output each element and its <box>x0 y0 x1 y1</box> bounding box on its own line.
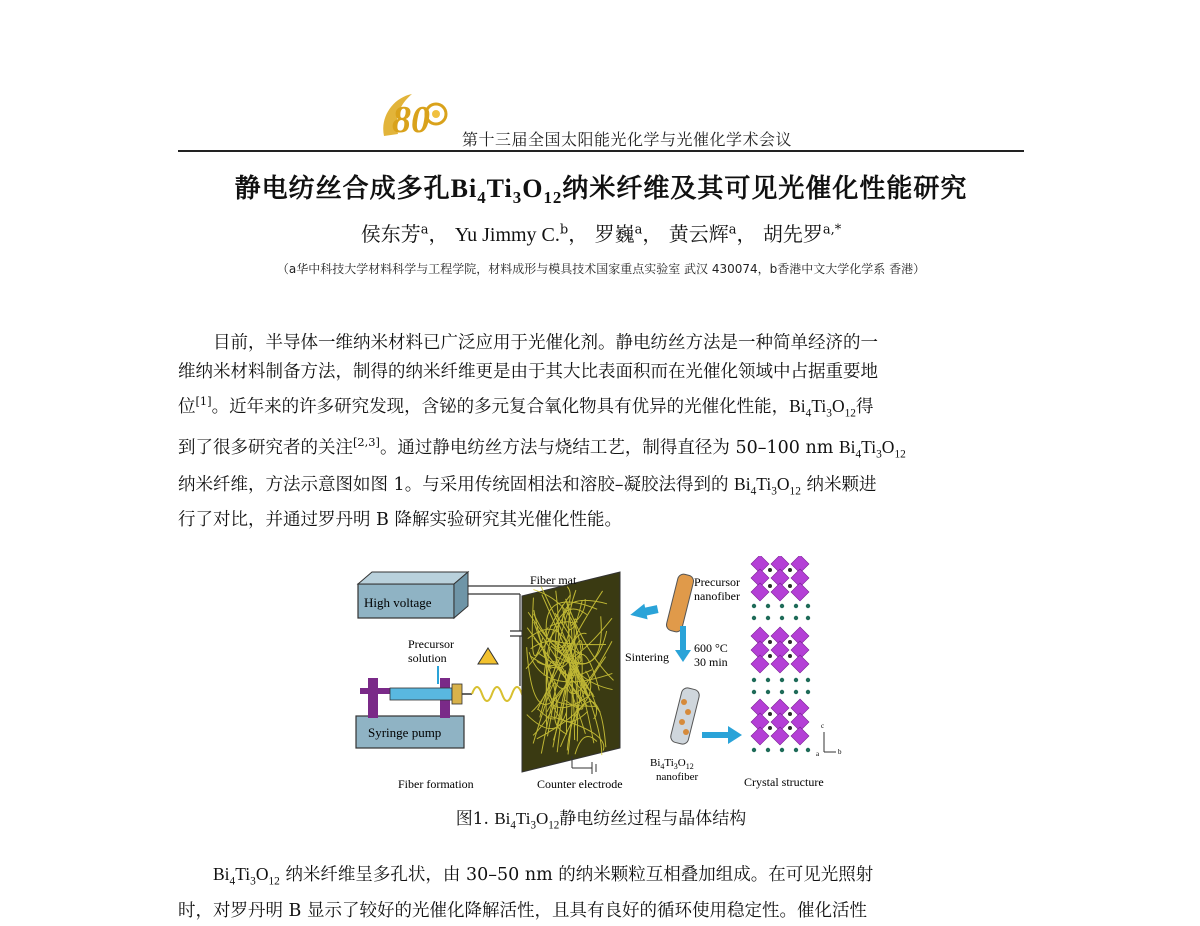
atom <box>780 616 784 620</box>
body-paragraph: $Bi_4Ti_3O_{12}$ 纳米纤维呈多孔状，由 30–50 nm 的纳米颗粒互相叠加组成。在可见光照射 时，对罗丹明 B 显示了较好的光催化降解活性，且具有良好的循环使用稳定性。催化活性 <box>178 864 874 921</box>
label-precursor-solution: Precursor <box>408 637 454 651</box>
octahedron <box>751 727 769 745</box>
atom <box>788 726 792 730</box>
label-temperature: 600 °C <box>694 641 728 655</box>
octahedron <box>791 655 809 673</box>
atom <box>788 568 792 572</box>
atom <box>788 712 792 716</box>
atom <box>794 604 798 608</box>
atom <box>752 748 756 752</box>
atom <box>806 616 810 620</box>
label-fiber-mat: Fiber mat <box>530 573 577 587</box>
atom <box>806 678 810 682</box>
label-high-voltage: High voltage <box>364 595 432 610</box>
atom <box>794 678 798 682</box>
sintering-arrow-icon <box>675 650 691 662</box>
atom <box>768 640 772 644</box>
label-product-formula: $Bi_4Ti_3O_{12}$ <box>650 757 694 771</box>
title-formula: $Bi_4Ti_3O_{12}$ <box>450 174 563 208</box>
author: 罗巍 <box>594 222 635 246</box>
label-syringe-pump: Syringe pump <box>368 725 442 740</box>
atom <box>766 604 770 608</box>
label-counter-electrode: Counter electrode <box>537 777 623 791</box>
conference-name: 第十三届全国太阳能光化学与光催化学术会议 <box>462 130 793 149</box>
crystal-structure <box>751 556 810 752</box>
atom <box>780 748 784 752</box>
svg-text:c: c <box>821 722 825 730</box>
header-rule <box>178 150 1024 152</box>
atom <box>766 748 770 752</box>
svg-text:a: a <box>816 750 820 758</box>
atom <box>752 616 756 620</box>
atom <box>766 678 770 682</box>
atom <box>766 616 770 620</box>
label-sintering: Sintering <box>625 650 669 664</box>
atom <box>752 604 756 608</box>
label-crystal-structure: Crystal structure <box>744 775 824 789</box>
atom <box>768 584 772 588</box>
bit-nanofiber <box>669 687 700 746</box>
atom <box>788 640 792 644</box>
atom <box>768 726 772 730</box>
atom <box>806 690 810 694</box>
svg-text:solution: solution <box>408 651 447 665</box>
octahedron <box>791 583 809 601</box>
logo-text: 80 <box>392 99 430 141</box>
atom <box>752 690 756 694</box>
affiliation: （a华中科技大学材料科学与工程学院，材料成形与模具技术国家重点实验室 武汉 430074，b香港中文大学化学系 香港） <box>276 262 926 276</box>
octahedron <box>751 583 769 601</box>
conference-logo <box>378 88 458 144</box>
author: 侯东芳 <box>360 222 421 246</box>
octahedron <box>751 655 769 673</box>
author: 胡先罗 <box>762 222 823 246</box>
atom <box>788 654 792 658</box>
atom <box>768 654 772 658</box>
warning-icon <box>478 648 498 664</box>
atom <box>766 690 770 694</box>
author: 黄云辉 <box>668 222 729 246</box>
label-precursor-nanofiber: Precursor <box>694 575 740 589</box>
atom <box>780 604 784 608</box>
author: Yu Jimmy C. <box>454 224 560 246</box>
octahedron <box>791 727 809 745</box>
atom <box>806 748 810 752</box>
atom <box>768 712 772 716</box>
atom <box>768 568 772 572</box>
atom <box>794 748 798 752</box>
octahedron <box>771 583 789 601</box>
atom <box>788 584 792 588</box>
octahedron <box>771 655 789 673</box>
arrow-icon <box>728 726 742 744</box>
atom <box>780 678 784 682</box>
arrow-icon <box>629 601 660 622</box>
label-fiber-formation: Fiber formation <box>398 777 474 791</box>
atom <box>794 616 798 620</box>
figure-caption: 图1. $Bi_4Ti_3O_{12}$静电纺丝过程与晶体结构 <box>455 809 747 832</box>
atom <box>794 690 798 694</box>
svg-text:nanofiber: nanofiber <box>694 589 740 603</box>
atom <box>780 690 784 694</box>
electrospinning-figure <box>350 556 850 796</box>
label-time: 30 min <box>694 655 728 669</box>
label-product-nanofiber: nanofiber <box>656 771 699 783</box>
precursor-nanofiber <box>665 573 695 633</box>
atom <box>752 678 756 682</box>
atom <box>806 604 810 608</box>
svg-text:b: b <box>838 748 842 756</box>
octahedron <box>771 727 789 745</box>
body-paragraph: 目前，半导体一维纳米材料已广泛应用于光催化剂。静电纺丝方法是一种简单经济的一 维纳米材料制备方法，制得的纳米纤维更是由于其大比表面积而在光催化领域中占据重要地 位[1]。近年来的许多研究发现，含铋的多元复合氧化物具有优异的光催化性能，$Bi_4Ti_3O_{12}$得 到了很多研究者的关注[2,3]。通过静电纺丝方法与烧结工艺，制得直径为 50–100 nm $Bi_4Ti_3O_{12}$ 纳米纤维，方法示意图如图 1。与采用传统固相法和溶胶–凝胶法得到的 $Bi_4Ti_3O_{12}$ 纳米颗进 行了对比，并通过罗丹明 B 降解实验研究其光催化性能。 <box>178 333 906 531</box>
author-list: 侯东芳$^a$， Yu Jimmy C.$^b$， 罗巍$^a$， 黄云辉$^a$， 胡先罗$^{a,*}$ <box>360 222 842 246</box>
paper-title: 静电纺丝合成多孔$Bi_4Ti_3O_{12}$纳米纤维及其可见光催化性能研究 <box>234 174 968 208</box>
